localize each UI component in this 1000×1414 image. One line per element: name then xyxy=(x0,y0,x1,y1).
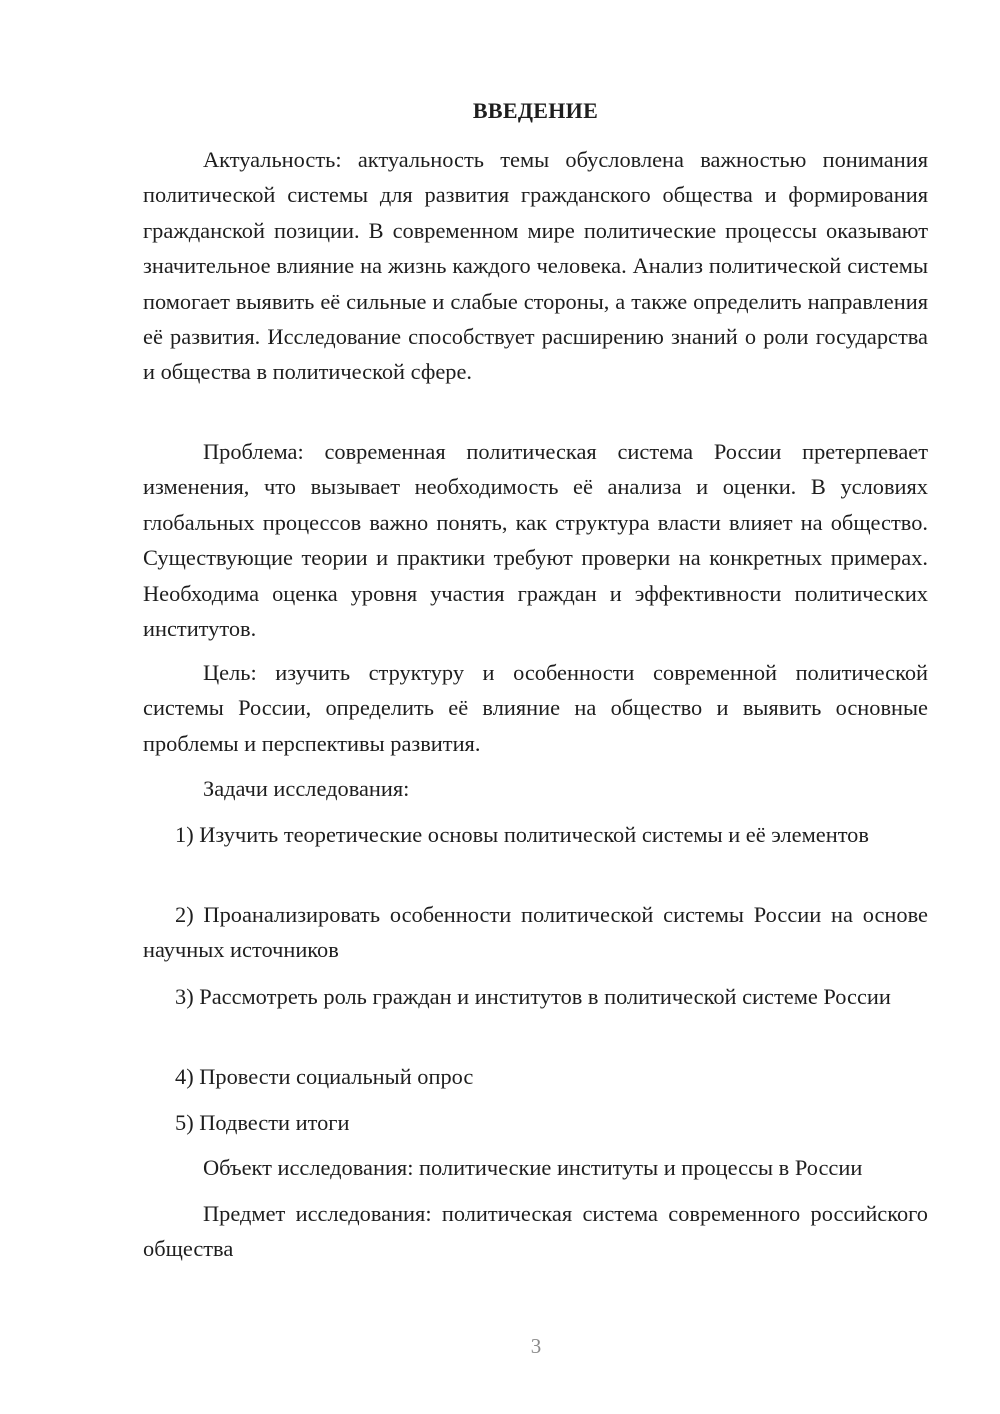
page-title: ВВЕДЕНИЕ xyxy=(472,98,599,123)
task-item-2: 2) Проанализировать особенности политической системы России на основе научных источников xyxy=(143,902,928,963)
task-item-5: 5) Подвести итоги xyxy=(175,1110,350,1135)
goal-paragraph: Цель: изучить структуру и особенности современной политической системы России, определить её влияние на общество и выявить основные проблемы и перспективы развития. xyxy=(143,660,928,756)
object-paragraph: Объект исследования: политические институты и процессы в России xyxy=(203,1155,863,1180)
relevance-paragraph: Актуальность: актуальность темы обусловлена важностью понимания политической системы для развития гражданского общества и формирования гражданской позиции. В современном мире политические процессы оказывают значительное влияние на жизнь каждого человека. Анализ политической системы помогает выявить её сильные и слабые стороны, а также определить направления её развития. Исследование способствует расширению знаний о роли государства и общества в политической сфере. xyxy=(143,147,928,385)
subject-paragraph: Предмет исследования: политическая система современного российского общества xyxy=(143,1201,928,1262)
page-number: 3 xyxy=(530,1334,542,1358)
task-item-4: 4) Провести социальный опрос xyxy=(175,1064,474,1089)
problem-paragraph: Проблема: современная политическая система России претерпевает изменения, что вызывает необходимость её анализа и оценки. В условиях глобальных процессов важно понять, как структура власти влияет на общество. Существующие теории и практики требуют проверки на конкретных примерах. Необходима оценка уровня участия граждан и эффективности политических институтов. xyxy=(143,439,928,642)
tasks-heading: Задачи исследования: xyxy=(203,776,410,801)
task-item-3: 3) Рассмотреть роль граждан и институтов в политической системе России xyxy=(175,984,891,1009)
task-item-1: 1) Изучить теоретические основы политической системы и её элементов xyxy=(175,822,869,847)
